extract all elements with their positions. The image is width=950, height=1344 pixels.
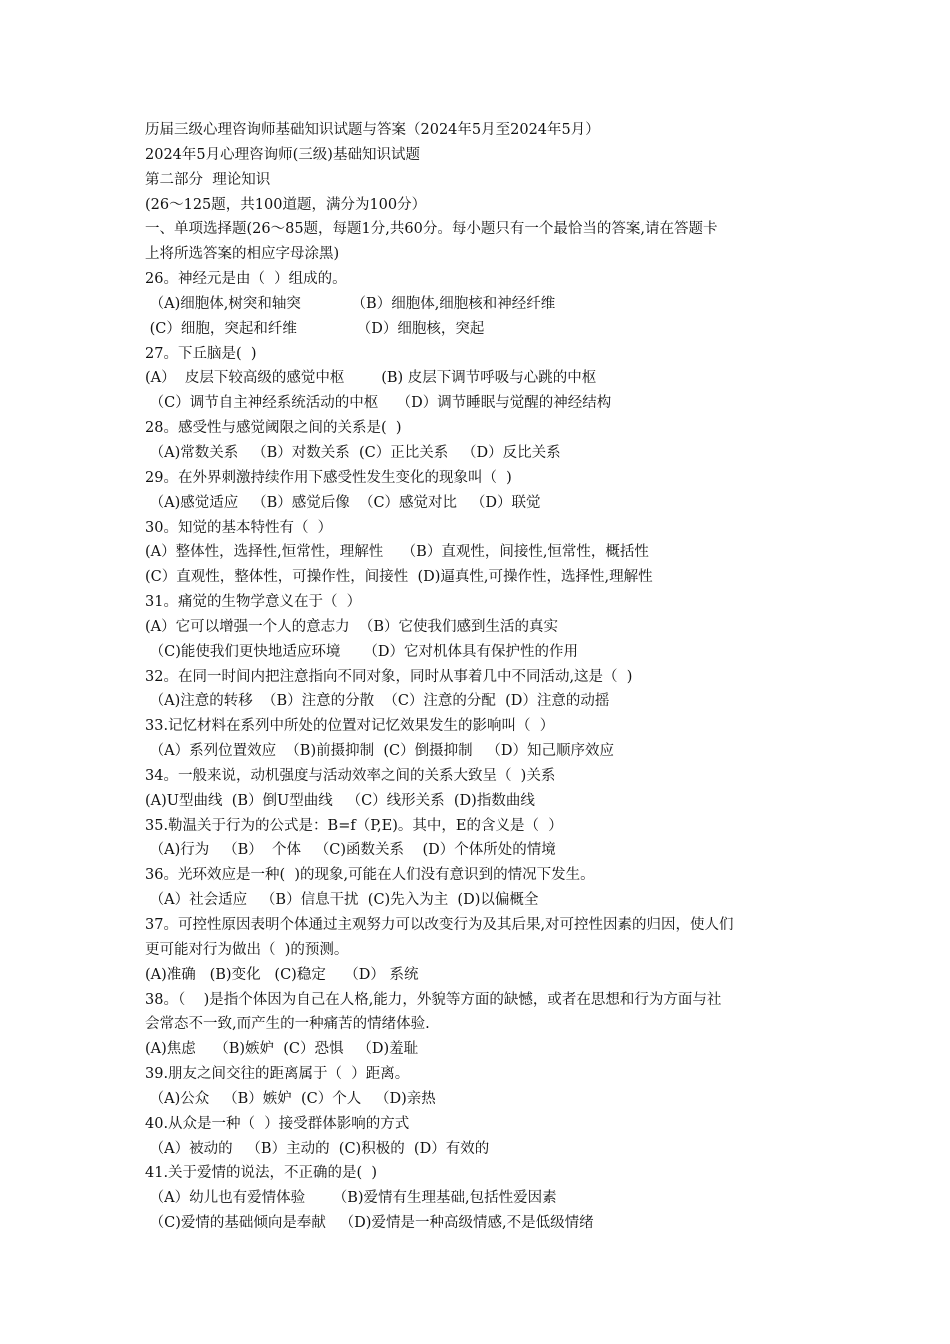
question-26: 26。神经元是由（ ）组成的。 bbox=[145, 271, 347, 288]
section-heading: 第二部分 理论知识 bbox=[145, 171, 271, 188]
question-41: 41.关于爱情的说法，不正确的是( ) bbox=[145, 1165, 378, 1182]
question-37-cont: 更可能对行为做出（ )的预测。 bbox=[145, 941, 349, 958]
question-39: 39.朋友之间交往的距离属于（ ）距离。 bbox=[145, 1066, 410, 1083]
document-page bbox=[145, 118, 825, 1236]
instructions: 一、单项选择题(26～85题，每题1分,共60分。每小题只有一个最恰当的答案,请在答题卡 bbox=[145, 221, 718, 238]
question-31: 31。痛觉的生物学意义在于（ ） bbox=[145, 594, 362, 611]
question-options: （A）系列位置效应 （B)前摄抑制 (C）倒摄抑制 （D）知己顺序效应 bbox=[145, 743, 615, 760]
question-options: （A)感觉适应 （B）感觉后像 （C）感觉对比 （D）联觉 bbox=[145, 494, 541, 511]
question-28: 28。感受性与感觉阈限之间的关系是( ) bbox=[145, 420, 402, 437]
question-options: （A)常数关系 （B）对数关系 (C）正比关系 （D）反比关系 bbox=[145, 444, 561, 461]
question-options: （A）幼儿也有爱情体验 （B)爱情有生理基础,包括性爱因素 bbox=[145, 1190, 557, 1207]
question-36: 36。光环效应是一种( )的现象,可能在人们没有意识到的情况下发生。 bbox=[145, 867, 595, 884]
question-27: 27。下丘脑是( ) bbox=[145, 345, 257, 362]
question-30: 30。知觉的基本特性有（ ） bbox=[145, 519, 333, 536]
question-options: （A)细胞体,树突和轴突 （B）细胞体,细胞核和神经纤维 bbox=[145, 295, 556, 312]
question-options: (A）它可以增强一个人的意志力 （B）它使我们感到生活的真实 bbox=[145, 618, 558, 635]
question-options: (A)准确 (B)变化 (C)稳定 （D） 系统 bbox=[145, 966, 419, 983]
question-37: 37。可控性原因表明个体通过主观努力可以改变行为及其后果,对可控性因素的归因，使人们 bbox=[145, 917, 734, 933]
question-options: （A)公众 （B）嫉妒 (C）个人 （D)亲热 bbox=[145, 1090, 436, 1107]
doc-title: 历届三级心理咨询师基础知识试题与答案（2024年5月至2024年5月） bbox=[145, 122, 600, 138]
question-options: （A）社会适应 （B）信息干扰 (C)先入为主 (D)以偏概全 bbox=[145, 892, 539, 909]
question-options: （C）调节自主神经系统活动的中枢 （D）调节睡眠与觉醒的神经结构 bbox=[145, 395, 612, 412]
question-32: 32。在同一时间内把注意指向不同对象，同时从事着几中不同活动,这是（ ) bbox=[145, 668, 633, 685]
question-options: (A） 皮层下较高级的感觉中枢 (B) 皮层下调节呼吸与心跳的中枢 bbox=[145, 370, 597, 387]
question-options: (A）整体性，选择性,恒常性，理解性 （B）直观性，间接性,恒常性，概括性 bbox=[145, 544, 649, 561]
question-40: 40.从众是一种（ ）接受群体影响的方式 bbox=[145, 1115, 410, 1132]
question-options: （C)能使我们更快地适应环境 （D）它对机体具有保护性的作用 bbox=[145, 643, 579, 660]
question-29: 29。在外界刺激持续作用下感受性发生变化的现象叫（ ) bbox=[145, 469, 512, 486]
question-options: (C）细胞，突起和纤维 （D）细胞核，突起 bbox=[145, 320, 485, 337]
question-35: 35.勒温关于行为的公式是：B=f（P,E)。其中，E的含义是（ ） bbox=[145, 817, 563, 834]
section-note: (26～125题，共100道题，满分为100分） bbox=[145, 196, 427, 213]
question-options: (C）直观性，整体性，可操作性，间接性 (D)逼真性,可操作性，选择性,理解性 bbox=[145, 569, 653, 586]
question-38-cont: 会常态不一致,而产生的一种痛苦的情绪体验. bbox=[145, 1016, 430, 1033]
question-38: 38。（ )是指个体因为自己在人格,能力，外貌等方面的缺憾，或者在思想和行为方面与社 bbox=[145, 991, 722, 1008]
question-options: (A)焦虑 （B)嫉妒 (C）恐惧 （D)羞耻 bbox=[145, 1041, 419, 1058]
exam-title: 2024年5月心理咨询师(三级)基础知识试题 bbox=[145, 146, 420, 163]
instructions: 上将所选答案的相应字母涂黑) bbox=[145, 246, 340, 263]
question-options: （A）被动的 （B）主动的 (C)积极的 (D）有效的 bbox=[145, 1140, 490, 1157]
question-options: (A)U型曲线 (B）倒U型曲线 （C）线形关系 (D)指数曲线 bbox=[145, 792, 535, 809]
question-options: （A)注意的转移 （B）注意的分散 （C）注意的分配 (D）注意的动摇 bbox=[145, 693, 610, 710]
question-33: 33.记忆材料在系列中所处的位置对记忆效果发生的影响叫（ ） bbox=[145, 718, 555, 735]
question-34: 34。一般来说，动机强度与活动效率之间的关系大致呈（ )关系 bbox=[145, 767, 556, 784]
question-options: （C)爱情的基础倾向是奉献 （D)爱情是一种高级情感,不是低级情绪 bbox=[145, 1215, 594, 1232]
question-options: （A)行为 （B） 个体 （C)函数关系 (D）个体所处的情境 bbox=[145, 842, 556, 859]
